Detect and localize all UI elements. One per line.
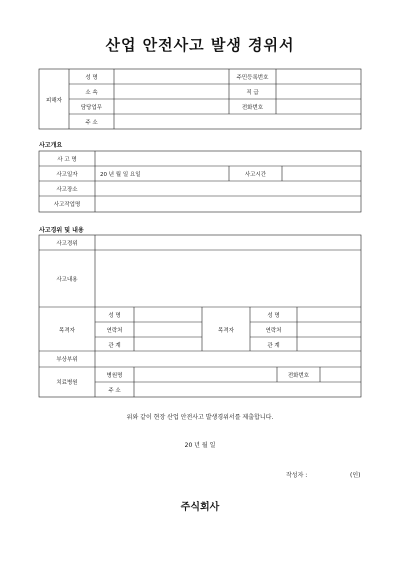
overview-heading: 사고개요 <box>39 142 63 149</box>
witness2-relation-label: 관 계 <box>267 343 280 349</box>
accident-process-label: 사고경위 <box>56 241 78 247</box>
seal-mark: (인) <box>350 472 361 479</box>
victim-section-label: 피해자 <box>46 98 62 104</box>
witness2-contact-label: 연락처 <box>265 328 282 334</box>
accident-content-label: 사고내용 <box>56 277 78 283</box>
accident-date-label: 사고일자 <box>56 172 78 178</box>
victim-address-label: 주 소 <box>85 120 98 126</box>
accident-work-label: 사고작업명 <box>53 202 81 208</box>
writer-label: 작성자 : <box>286 472 308 479</box>
accident-place-label: 사고장소 <box>56 187 78 193</box>
accident-date-value: 20 년 월 일 요일 <box>100 172 141 178</box>
witness1-relation-label: 관 계 <box>108 343 121 349</box>
company-name: 주식회사 <box>180 502 220 513</box>
document-title: 산업 안전사고 발생 경위서 <box>105 36 295 54</box>
hospital-phone-label: 전화번호 <box>287 373 310 379</box>
submission-date: 20 년 월 일 <box>184 442 216 449</box>
witness1-label: 목격자 <box>59 328 75 334</box>
witness2-name-label: 성 명 <box>267 313 280 319</box>
hospital-section-label: 치료병원 <box>56 380 78 386</box>
details-heading: 사고경위 및 내용 <box>39 227 84 234</box>
witness2-label: 목격자 <box>218 328 234 334</box>
witness1-contact-label: 연락처 <box>106 328 123 334</box>
hospital-address-label: 주 소 <box>108 388 121 394</box>
victim-id-label: 주민등록번호 <box>236 75 269 81</box>
injury-label: 부상부위 <box>56 357 78 363</box>
accident-time-label: 사고시간 <box>244 172 267 178</box>
submission-statement: 위와 같이 현장 산업 안전사고 발생경위서를 제출합니다. <box>126 414 274 421</box>
victim-name-label: 성 명 <box>85 75 98 81</box>
witness1-name-label: 성 명 <box>108 313 121 319</box>
victim-dept-label: 소 속 <box>85 90 98 96</box>
victim-phone-label: 전화번호 <box>241 105 264 111</box>
victim-position-label: 직 급 <box>246 90 259 96</box>
accident-name-label: 사 고 명 <box>57 157 77 163</box>
hospital-name-label: 병원명 <box>106 373 123 379</box>
victim-duty-label: 담당업무 <box>80 105 103 111</box>
